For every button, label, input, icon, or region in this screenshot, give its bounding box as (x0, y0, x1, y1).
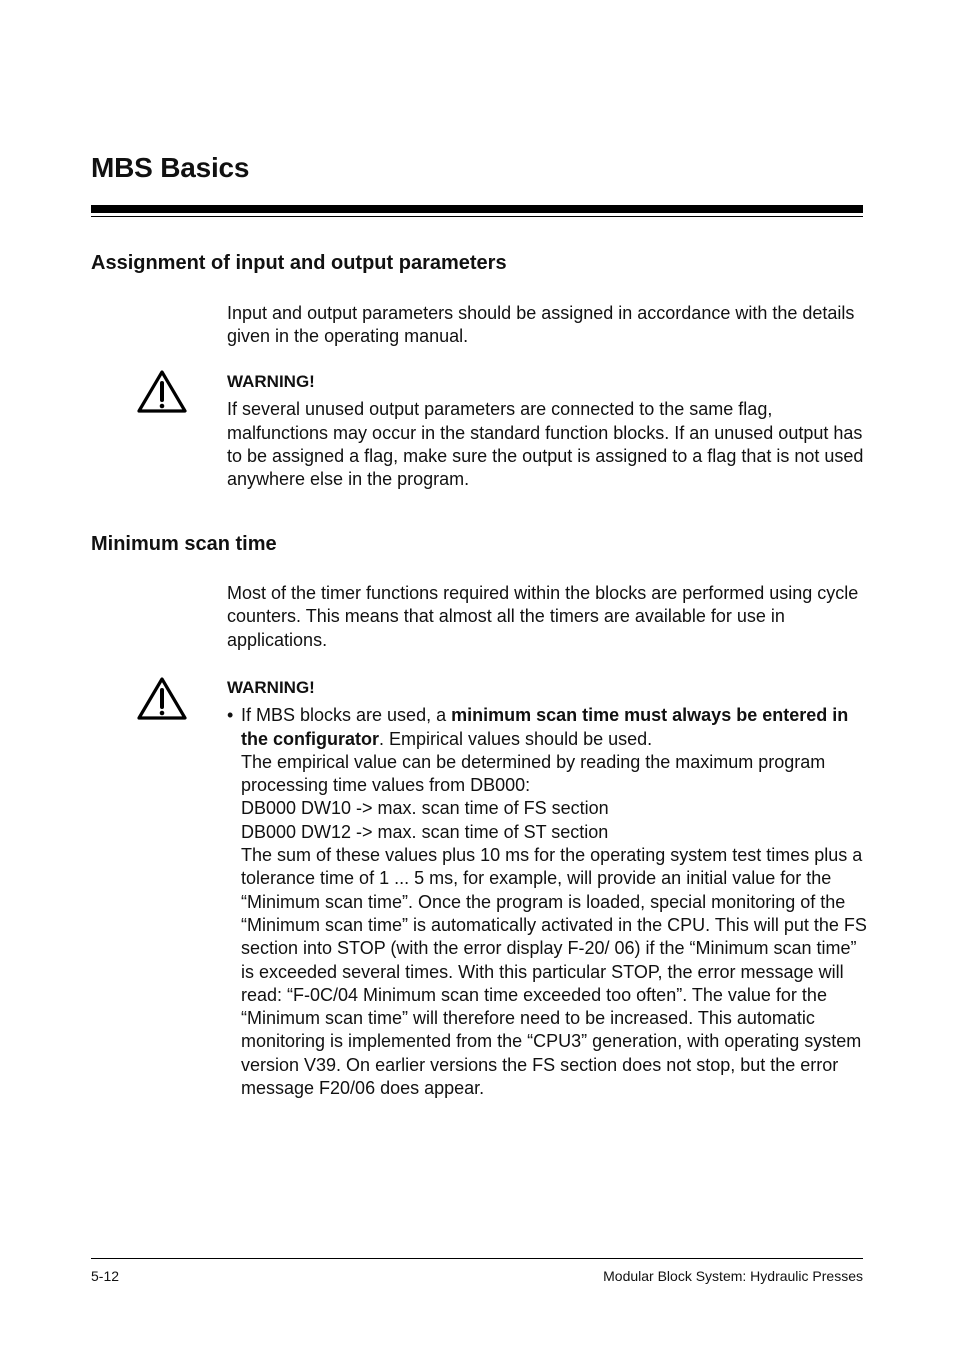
bullet-after-text: . Empirical values should be used. (379, 728, 653, 749)
title-rule-thin (91, 216, 863, 217)
document-title: Modular Block System: Hydraulic Presses (603, 1268, 863, 1284)
section-heading-scan-time: Minimum scan time (91, 533, 277, 555)
intro-paragraph: Most of the timer functions required within the blocks are performed using cycle counters. This means that almost all the timers are available for use in applications. (227, 583, 859, 650)
page-title: MBS Basics (91, 152, 250, 183)
bullet-bold-text: minimum scan time must always be entered in the configurator (241, 705, 849, 749)
warning-line: DB000 DW12 -> max. scan time of ST section (241, 821, 609, 842)
warning-text: If several unused output parameters are connected to the same flag, malfunctions may occur in the standard function blocks. If an unused output has to be assigned a flag, make sure the output is assigned to a flag that is not used anywhere else in the program. (227, 399, 864, 490)
warning-triangle-icon (136, 675, 188, 721)
section-heading-assignment: Assignment of input and output parameters (91, 252, 507, 274)
warning-title: WARNING! (227, 678, 315, 697)
warning-title: WARNING! (227, 372, 315, 391)
warning-line: The empirical value can be determined by reading the maximum program processing time values from DB000: (241, 751, 826, 796)
warning-block-assignment (227, 370, 867, 491)
section-intro-scan-time (227, 582, 867, 652)
warning-bullet-item (227, 704, 867, 1100)
warning-triangle-icon (136, 368, 188, 414)
warning-bullet-lead (241, 704, 867, 751)
bullet-marker: • (227, 705, 234, 726)
intro-paragraph: Input and output parameters should be assigned in accordance with the details given in the operating manual. (227, 303, 855, 347)
warning-block-scan-time (227, 676, 867, 1100)
title-rule-thick (91, 205, 863, 213)
warning-line: DB000 DW10 -> max. scan time of FS section (241, 798, 609, 819)
section-intro-assignment (227, 302, 867, 349)
warning-line: The sum of these values plus 10 ms for the operating system test times plus a tolerance time of 1 ... 5 ms, for example, will provide an initial value for the “Minimum scan time”. Once the program is loaded, special monitoring of the “Minimum scan time” is automatically activated in the CPU. This will put the FS section into STOP (with the error display F-20/ 06) if the “Minimum scan time” is exceeded several times. With this particular STOP, the error message will read: “F-0C/04 Minimum scan time exceeded too often”. The value for the “Minimum scan time” will therefore need to be increased. This automatic monitoring is implemented from the “CPU3” generation, with operating system version V39. On earlier versions the FS section does not stop, but the error message F20/06 does appear. (241, 845, 867, 1099)
bullet-lead-text: If MBS blocks are used, a (241, 705, 447, 726)
footer-rule (91, 1258, 863, 1259)
page-number: 5-12 (91, 1268, 120, 1284)
